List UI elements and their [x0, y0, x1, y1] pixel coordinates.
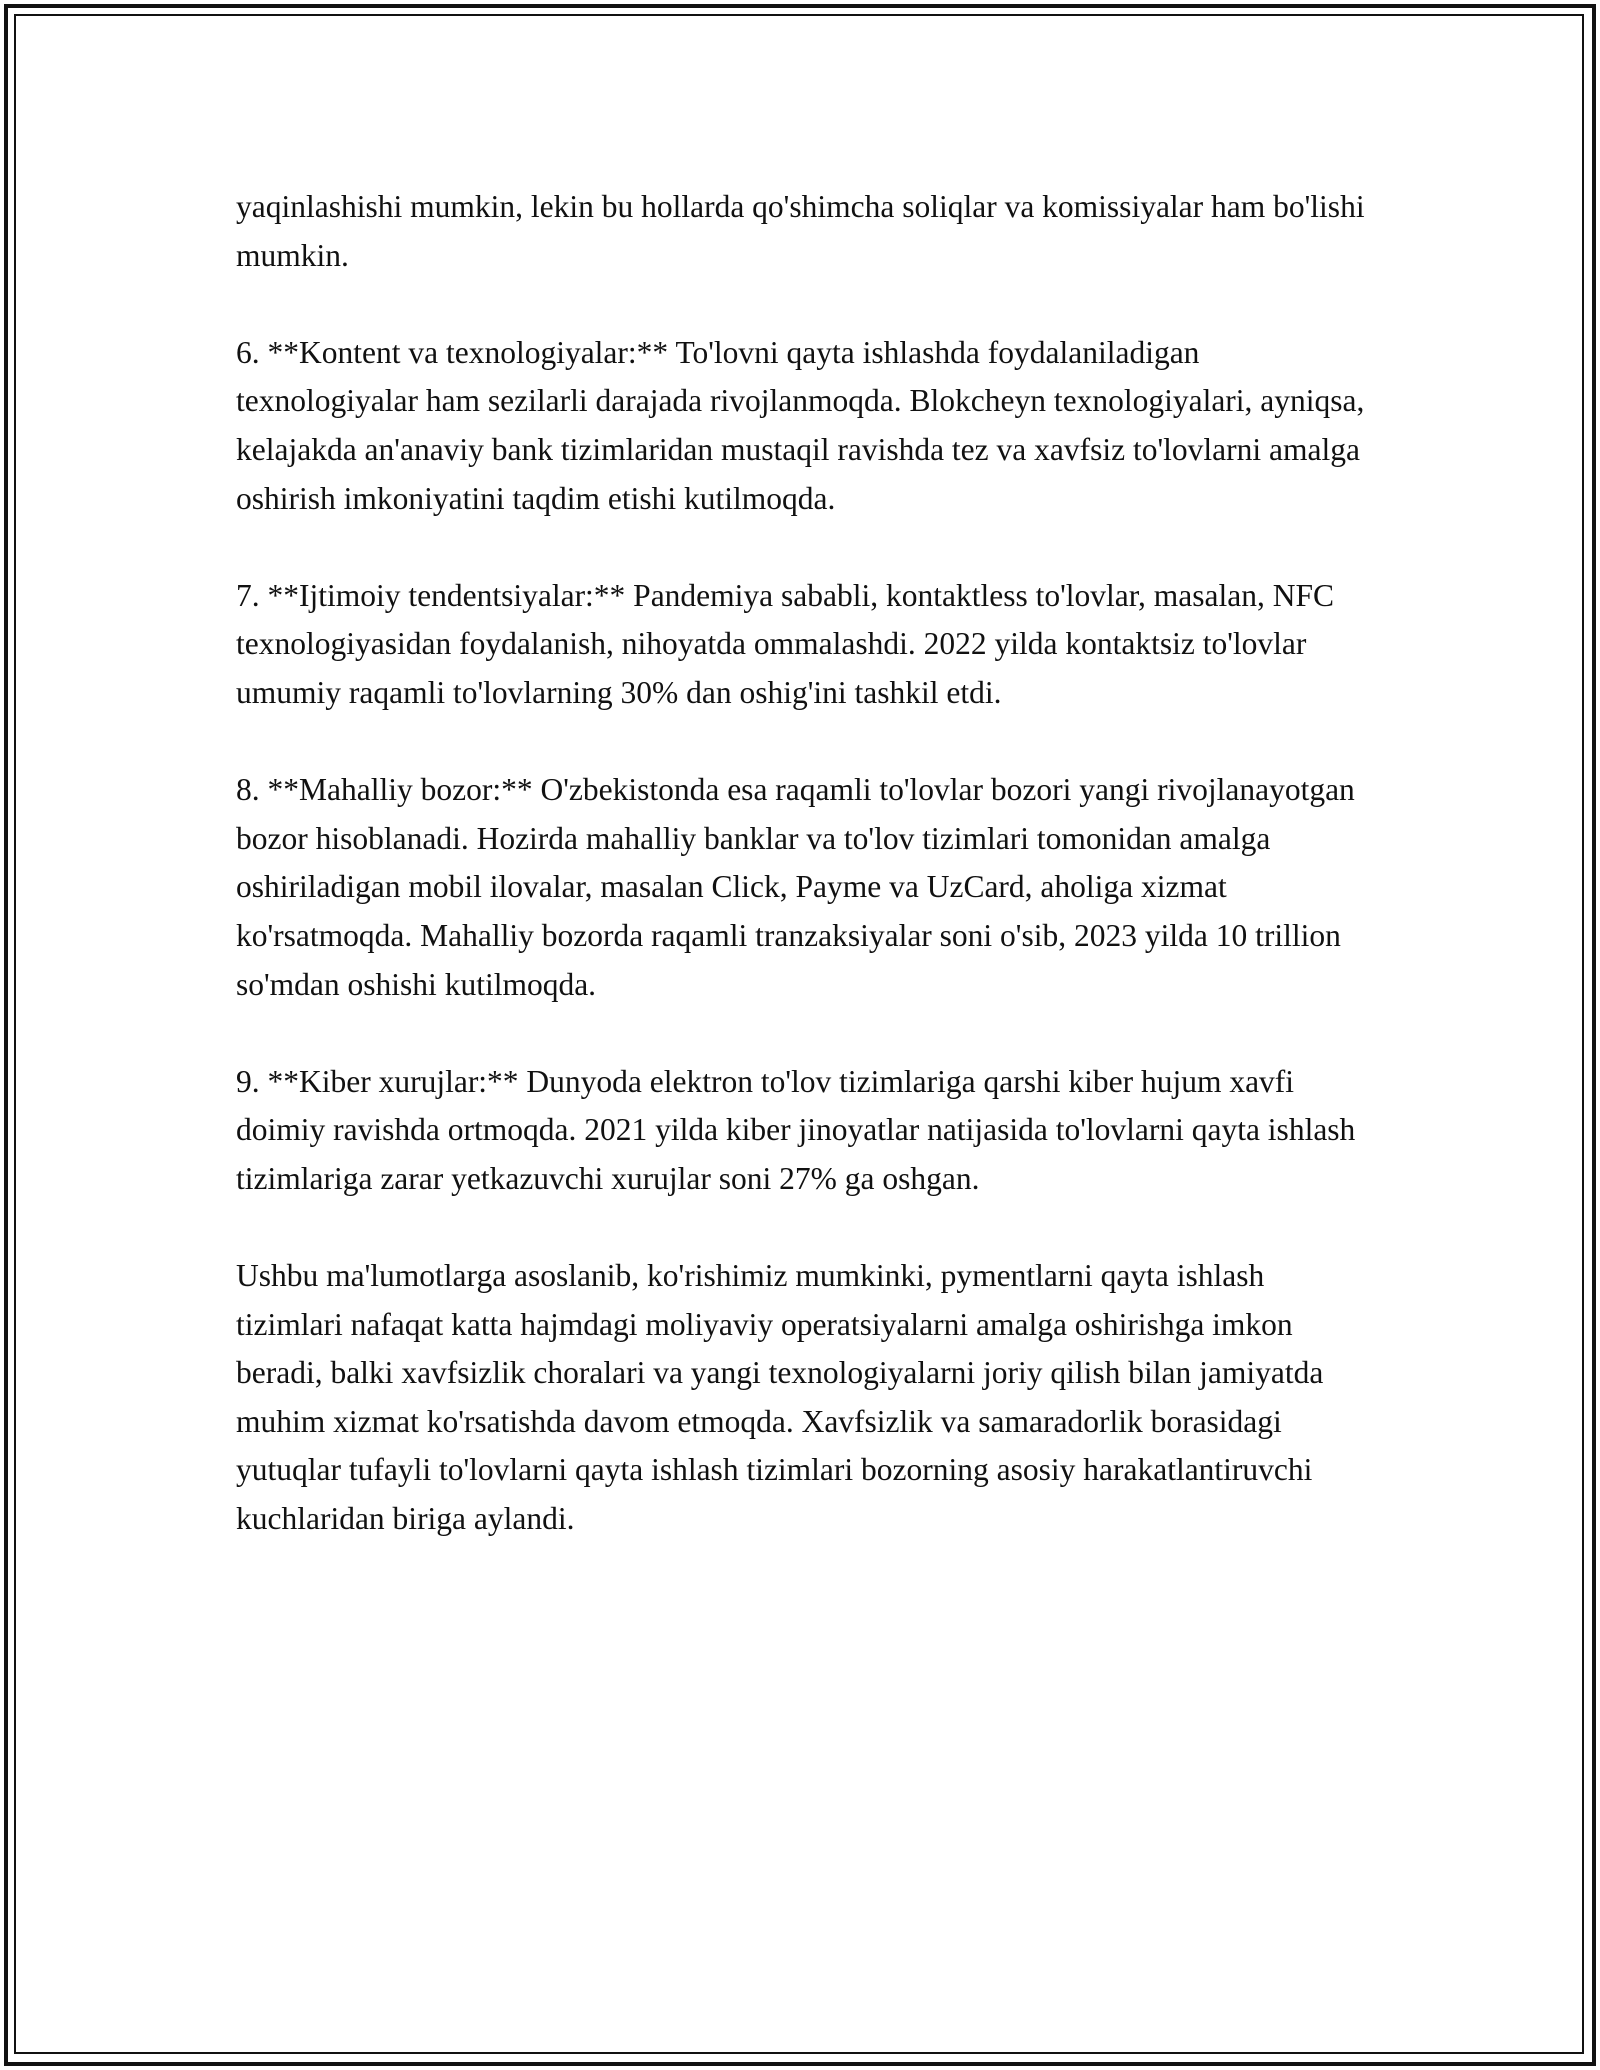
- paragraph-item-8: 8. **Mahalliy bozor:** O'zbekistonda esa raqamli to'lovlar bozori yangi rivojlanayotgan bozor hisoblanadi. Hozirda mahalliy banklar va to'lov tizimlari tomonidan amalga oshiriladigan mobil ilovalar, masalan Click, Payme va UzCard, aholiga xizmat ko'rsatmoqda. Mahalliy bozorda raqamli tranzaksiyalar soni o'sib, 2023 yilda 10 trillion so'mdan oshishi kutilmoqda.: [236, 772, 1355, 1002]
- document-body: [236, 183, 1376, 1544]
- paragraph-item-9: 9. **Kiber xurujlar:** Dunyoda elektron to'lov tizimlariga qarshi kiber hujum xavfi doimiy ravishda ortmoqda. 2021 yilda kiber jinoyatlar natijasida to'lovlarni qayta ishlash tizimlariga zarar yetkazuvchi xurujlar soni 27% ga oshgan.: [236, 1063, 1356, 1196]
- paragraph-conclusion: Ushbu ma'lumotlarga asoslanib, ko'rishimiz mumkinki, pymentlarni qayta ishlash tizimlari nafaqat katta hajmdagi moliyaviy operatsiyalarni amalga oshirishga imkon beradi, balki xavfsizlik choralari va yangi texnologiyalarni joriy qilish bilan jamiyatda muhim xizmat ko'rsatishda davom etmoqda. Xavfsizlik va samaradorlik borasidagi yutuqlar tufayli to'lovlarni qayta ishlash tizimlari bozorning asosiy harakatlantiruvchi kuchlaridan biriga aylandi.: [236, 1258, 1324, 1537]
- paragraph-continuation: yaqinlashishi mumkin, lekin bu hollarda qo'shimcha soliqlar va komissiyalar ham bo'lishi mumkin.: [236, 189, 1365, 273]
- paragraph-item-7: 7. **Ijtimoiy tendentsiyalar:** Pandemiya sababli, kontaktless to'lovlar, masalan, NFC texnologiyasidan foydalanish, nihoyatda ommalashdi. 2022 yilda kontaktsiz to'lovlar umumiy raqamli to'lovlarning 30% dan oshig'ini tashkil etdi.: [236, 577, 1334, 710]
- paragraph-item-6: 6. **Kontent va texnologiyalar:** To'lovni qayta ishlashda foydalaniladigan texnologiyalar ham sezilarli darajada rivojlanmoqda. Blokcheyn texnologiyalari, ayniqsa, kelajakda an'anaviy bank tizimlaridan mustaqil ravishda tez va xavfsiz to'lovlarni amalga oshirish imkoniyatini taqdim etishi kutilmoqda.: [236, 334, 1365, 516]
